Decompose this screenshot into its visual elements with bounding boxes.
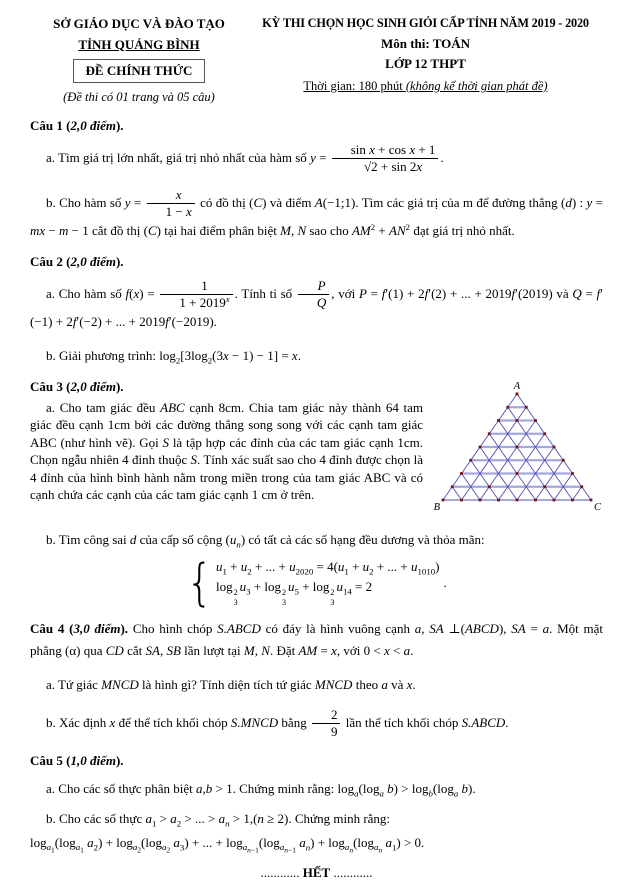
svg-text:B: B xyxy=(433,502,440,514)
grade-line: LỚP 12 THPT xyxy=(385,56,466,72)
exam-title: KỲ THI CHỌN HỌC SINH GIỎI CẤP TỈNH NĂM 2019 - 2020 xyxy=(262,16,589,30)
question-1-heading: Câu 1 (2,0 điểm). xyxy=(30,117,124,133)
system-equations xyxy=(216,559,440,607)
question-4a: a. Tứ giác MNCD là hình gì? Tính diện tích tứ giác MNCD theo a và x. xyxy=(46,676,416,692)
question-3b-intro: b. Tìm công sai d của cấp số cộng $(u_n)$ có tất cả các số hạng đều dương và thỏa mãn: xyxy=(46,532,485,550)
question-5-heading: Câu 5 (1,0 điểm). xyxy=(30,752,124,768)
question-5 xyxy=(30,753,603,853)
subject-line: Môn thi: TOÁN xyxy=(380,35,471,51)
question-3 xyxy=(30,379,603,612)
system-equation-2: log 2 3 $u_3 + \log$ 2 3 $u_5 + \log$ 2 3 $u_{14} = 2$ xyxy=(215,579,373,607)
question-5b-formula: $\log_{a_1}(\log_{a_1}$ $a_2) + \log_{a_2}(\log_{a_2}$ $a_3$) + ... + $\log_{a_{n-1}}(\log_{a_{n-1}}$ $a_n) + \log_{a_n}(\log_{a_n}$ $a_1) > 0$. xyxy=(30,834,425,855)
official-stamp-box: ĐỀ CHÍNH THỨC xyxy=(73,59,206,83)
header-right-column xyxy=(248,12,603,105)
triangle-grid-figure xyxy=(431,379,603,513)
triangle-grid-svg xyxy=(431,379,603,513)
header-left-column xyxy=(30,12,248,105)
province-name: TỈNH QUẢNG BÌNH xyxy=(78,36,200,52)
question-2b: b. Giải phương trình: $\log_2[3\log_2(3x - 1) - 1] = x$. xyxy=(46,348,301,366)
question-4-heading: Câu 4 (3,0 điểm). Cho hình chóp S.ABCD có đáy là hình vuông cạnh a, SA ⊥(ABCD), SA = a. Một mặt phẳng (α) qua CD cắt SA, SB lần lượt tại M, N. Đặt AM = x, với 0 < x < a. xyxy=(30,621,604,658)
question-1 xyxy=(30,118,603,241)
question-2a: a. Cho hàm số f(x) = $\frac{1}{1 + 2019^x}$ . Tính tỉ số $\frac{P}{Q}$ , với P = f′(1) + 2f′(2) + ... + 2019f′(2019) và Q = f′(−1) + 2f′(−2) + ... + 2019f′(−2019). xyxy=(30,277,603,329)
svg-text:A: A xyxy=(513,381,521,393)
issuer-name: SỞ GIÁO DỤC VÀ ĐÀO TẠO xyxy=(53,16,225,31)
exam-header xyxy=(30,12,603,105)
question-3b-system xyxy=(30,553,603,612)
question-2 xyxy=(30,254,603,366)
question-4 xyxy=(30,618,603,739)
question-3-heading: Câu 3 (2,0 điểm). xyxy=(30,379,124,395)
question-1a: a. Tìm giá trị lớn nhất, giá trị nhỏ nhất của hàm số y = $\frac{\text{sin x + cos x + 1}}{√2 + \sin 2x}$ . xyxy=(46,141,444,175)
system-period: . xyxy=(443,575,447,591)
question-5b-intro: b. Cho các số thực $a_1 > a_2$ > ... > $a_n > 1,(n \ge 2)$. Chứng minh rằng: xyxy=(46,810,391,829)
question-2-heading: Câu 2 (2,0 điểm). xyxy=(30,253,124,269)
question-5a: a. Cho các số thực phân biệt a,b > 1. Chứng minh rằng: $\log_a(\log_a$ $b) > \log_b(\log_a$ b). xyxy=(46,780,476,799)
system-equation-1: $u_1 + u_2$ + ... + $u_{2020} = 4(u_1 + u_2$ + ... + $u_{1010}$) xyxy=(215,559,440,577)
question-1b: b. Cho hàm số y = $\frac{x}{1 - x}$ có đồ thị (C) và điểm A(−1;1). Tìm các giá trị của m để đường thẳng (d) : y = mx − m − 1 cắt đồ thị (C) tại hai điểm phân biệt M, N sao cho $AM^2 + AN^2$ đạt giá trị nhỏ nhất. xyxy=(30,186,603,238)
question-4b: b. Xác định x để thể tích khối chóp S.MNCD bằng $\frac{2}{9}$ lần thể tích khối chóp S.ABCD. xyxy=(46,706,509,740)
end-marker: ............ HẾT ............ xyxy=(260,864,373,880)
question-3a: a. Cho tam giác đều ABC cạnh 8cm. Chia tam giác này thành 64 tam giác đều cạnh 1cm bởi các đường thẳng song song với các cạnh tam giác ABC (như hình vẽ). Gọi S là tập hợp các đỉnh của các tam giác cạnh 1cm. Chọn ngẫu nhiên 4 đỉnh thuộc S. Tính xác suất sao cho 4 đỉnh được chọn là 4 đỉnh của hình bình hành nằm trong miền trong của tam giác ABC và có cạnh chứa các cạnh của các tam giác cạnh 1 cm ở trên. xyxy=(30,400,424,503)
svg-text:C: C xyxy=(594,502,602,514)
time-line: Thời gian: 180 phút (không kể thời gian phát đề) xyxy=(303,78,548,93)
page-count-note: (Đề thi có 01 trang và 05 câu) xyxy=(63,89,215,104)
left-brace: { xyxy=(186,553,213,612)
official-stamp-row xyxy=(30,56,248,85)
